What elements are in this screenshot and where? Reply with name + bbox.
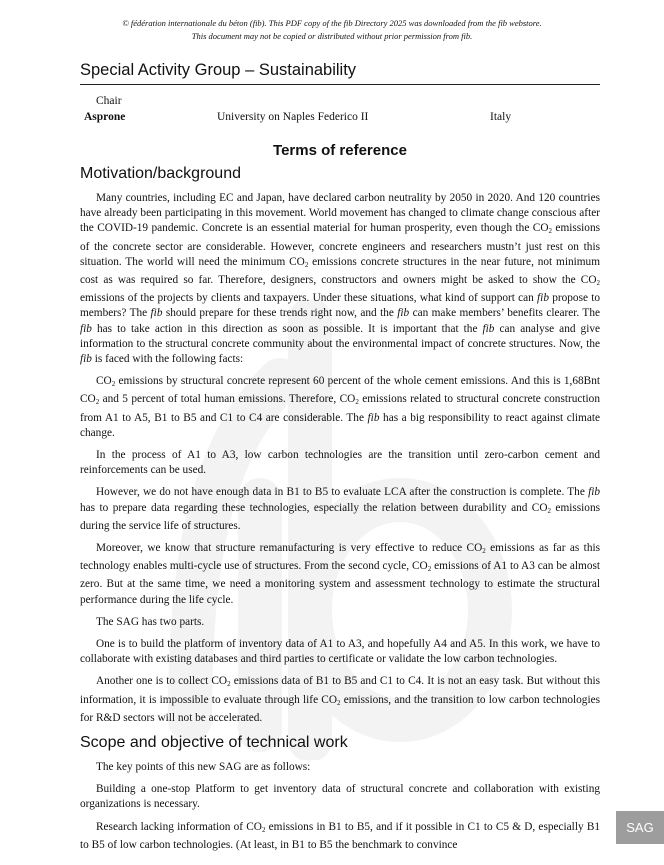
paragraph: Moreover, we know that structure remanufacturing is very effective to reduce $CO_2$ emissions as far as this technology enables multi-cycle use of structures. From the second cycle, $CO_2$ emissions of A1 to A3 can be almost zero. But at the same time, we need a monitoring system and assessment technology to estimate the structural performance during the life cycle. (80, 542, 601, 606)
copyright-line-2: This document may not be copied or distributed without prior permission from fib. (191, 30, 473, 41)
paragraph: One is to build the platform of inventory data of A1 to A3, and hopefully A4 and A5. In this work, we have to collaborate with existing databases and third parties to certificate or validate the low carbon technologies. (80, 638, 600, 666)
section-tab-sag: SAG (616, 811, 664, 844)
scope-heading: Scope and objective of technical work (80, 734, 348, 751)
copyright-line-1: © fédération internationale du béton (fib). This PDF copy of the fib Directory 2025 was downloaded from the fib webstore. (122, 18, 542, 28)
paragraph: Research lacking information of $CO_2$ emissions in B1 to B5, and if it possible in C1 to C5 & D, especially B1 to B5 of low carbon technologies. (At least, in B1 to B5 the benchmark to convince (80, 820, 600, 851)
paragraph: Another one is to collect $CO_2$ emissions data of B1 to B5 and C1 to C4. It is not an easy task. But without this information, it is impossible to evaluate through life $CO_2$ emissions, and the transition to low carbon technologies for R&D sectors will not be accelerated. (80, 675, 601, 724)
copyright-notice (0, 17, 664, 42)
paragraph: Many countries, including EC and Japan, have declared carbon neutrality by 2050 in 2020. And 120 countries have already been participating in this movement. World movement has changed to climate change conscious after the COVID-19 pandemic. Concrete is an essential material for human prosperity, even though the $CO_2$ emissions of the concrete sector are considerable. However, concrete engineers and researchers mustn’t just rest on this situation. The world will need the minimum $CO_2$ emissions concrete structures in the near future, not minimum cost as was required so far. Therefore, designers, constructors and owners might be asked to show the $CO_2$ emissions of the projects by clients and taxpayers. Under these situations, what kind of support can fib propose to members? The fib should prepare for these trends right now, and the fib can make members’ benefits clearer. The fib has to take action in this direction as soon as possible. It is important that the fib can analyse and give information to the structural concrete community about the environmental impact of concrete structures. Now, the fib is faced with the following facts: (80, 192, 601, 366)
scope-body (80, 760, 600, 853)
chair-name: Asprone (84, 111, 126, 123)
motivation-heading: Motivation/background (80, 165, 241, 182)
motivation-body (80, 191, 600, 726)
paragraph: Building a one-stop Platform to get inventory data of structural concrete and collaboration with existing organizations is necessary. (80, 783, 600, 811)
paragraph: The key points of this new SAG are as follows: (96, 761, 311, 773)
terms-of-reference-title: Terms of reference (273, 142, 407, 159)
title-rule (80, 84, 600, 85)
chair-label: Chair (96, 95, 122, 107)
paragraph: $CO_2$ emissions by structural concrete represent 60 percent of the whole cement emissions. And this is 1,68Bnt $CO_2$ and 5 percent of total human emissions. Therefore, $CO_2$ emissions related to structural concrete construction from A1 to A5, B1 to B5 and C1 to C4 are considerable. The fib has a big responsibility to react against climate change. (80, 375, 600, 439)
paragraph: In the process of A1 to A3, low carbon technologies are the transition until zero-carbon cement and reinforcements can be used. (80, 449, 600, 477)
paragraph: The SAG has two parts. (96, 615, 205, 628)
paragraph: However, we do not have enough data in B1 to B5 to evaluate LCA after the construction is complete. The fib has to prepare data regarding these technologies, especially the relation between durability and $CO_2$ emissions during the service life of structures. (80, 486, 600, 532)
chair-affiliation: University on Naples Federico II (217, 111, 369, 123)
chair-country: Italy (490, 111, 512, 123)
group-title: Special Activity Group – Sustainability (80, 61, 357, 79)
